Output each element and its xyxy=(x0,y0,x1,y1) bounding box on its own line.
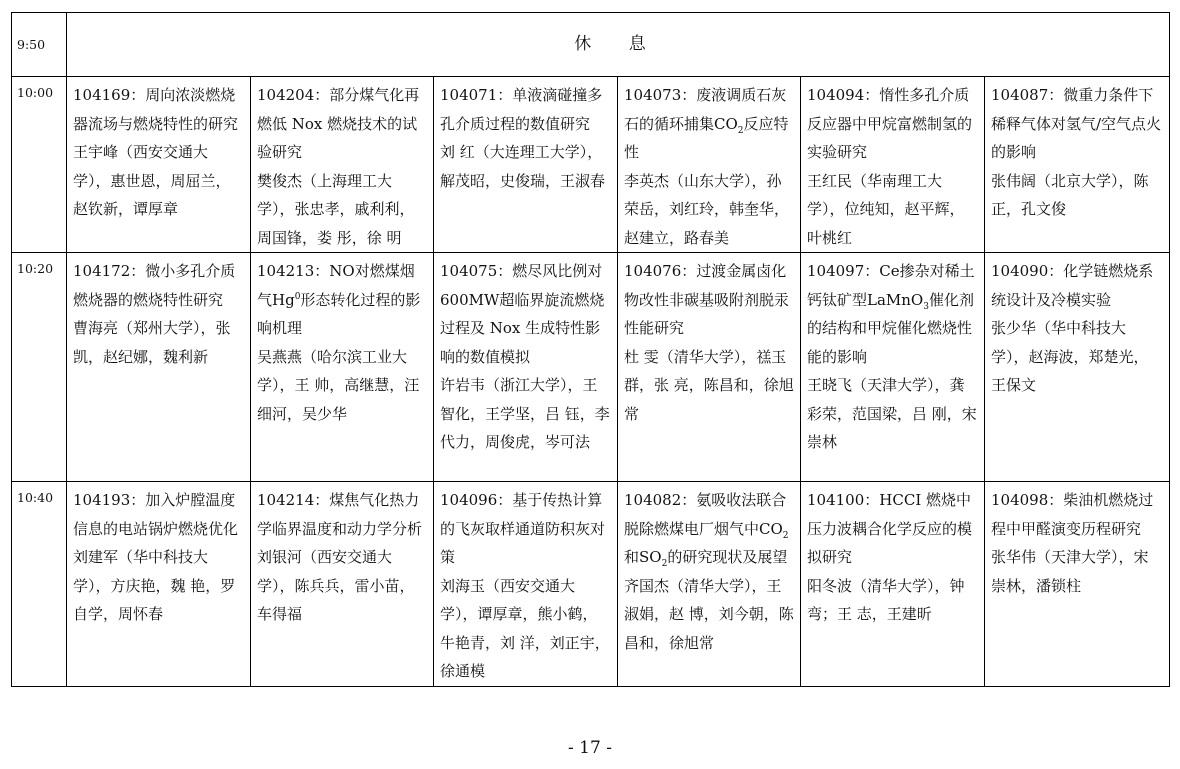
paper-code: 104172 xyxy=(73,262,131,280)
break-row xyxy=(12,13,1170,77)
separator: ： xyxy=(1048,262,1064,280)
paper-code: 104076 xyxy=(624,262,682,280)
paper-code: 104098 xyxy=(991,491,1049,509)
paper-cell xyxy=(251,253,434,482)
paper-cell xyxy=(985,77,1170,253)
time-cell: 10:00 xyxy=(12,77,67,253)
separator: ： xyxy=(681,262,697,280)
paper-cell xyxy=(618,77,801,253)
paper-code: 104169 xyxy=(73,86,131,104)
paper-authors: 阳冬波（清华大学），钟弯；王 志，王建昕 xyxy=(807,576,965,623)
paper-authors: 张少华（华中科技大学），赵海波，郑楚光，王保文 xyxy=(991,319,1149,394)
paper-title: 氨吸收法联合脱除燃煤电厂烟气中$CO_2$和$SO_2$的研究现状及展望 xyxy=(624,491,789,569)
paper-cell xyxy=(67,77,251,253)
time-cell: 9:50 xyxy=(12,13,67,77)
paper-code: 104213 xyxy=(257,262,315,280)
paper-authors: 刘建军（华中科技大学），方庆艳，魏 艳，罗自学，周怀春 xyxy=(73,548,236,623)
paper-cell xyxy=(434,253,618,482)
paper-authors: 刘海玉（西安交通大学），谭厚章，熊小鹤，牛艳青，刘 洋，刘正宇，徐通模 xyxy=(440,576,610,680)
paper-authors: 王晓飞（天津大学），龚彩荣，范国梁，吕 刚，宋崇林 xyxy=(807,376,977,451)
paper-cell xyxy=(251,77,434,253)
paper-cell xyxy=(251,482,434,687)
paper-cell xyxy=(618,253,801,482)
paper-code: 104204 xyxy=(257,86,315,104)
paper-cell xyxy=(801,482,985,687)
paper-authors: 曹海亮（郑州大学），张凯，赵纪娜，魏利新 xyxy=(73,319,231,366)
paper-authors: 吴燕燕（哈尔滨工业大学），王 帅，高继慧，汪细河，吴少华 xyxy=(257,347,420,423)
separator: ： xyxy=(681,491,697,509)
paper-title: 单液滴碰撞多孔介质过程的数值研究 xyxy=(440,86,603,133)
paper-authors: 许岩韦（浙江大学），王智化，王学坚，吕 钰，李代力，周俊虎，岑可法 xyxy=(440,376,610,451)
paper-code: 104214 xyxy=(257,491,315,509)
separator: ： xyxy=(130,491,146,509)
separator: ： xyxy=(681,86,697,104)
separator: ： xyxy=(497,491,513,509)
paper-code: 104082 xyxy=(624,491,682,509)
paper-authors: 王红民（华南理工大学），位纯知，赵平辉，叶桃红 xyxy=(807,171,965,247)
paper-cell xyxy=(67,482,251,687)
paper-code: 104087 xyxy=(991,86,1049,104)
paper-code: 104100 xyxy=(807,491,865,509)
paper-title: 过渡金属卤化物改性非碳基吸附剂脱汞性能研究 xyxy=(624,262,790,337)
separator: ： xyxy=(314,86,330,104)
separator: ： xyxy=(864,491,880,509)
paper-cell xyxy=(801,77,985,253)
paper-authors: 张伟阔（北京大学），陈正，孔文俊 xyxy=(991,171,1149,218)
paper-code: 104090 xyxy=(991,262,1049,280)
paper-title: 燃尽风比例对600MW超临界旋流燃烧过程及 Nox 生成特性影响的数值模拟 xyxy=(440,262,605,366)
break-label: 休 息 xyxy=(67,13,1170,77)
paper-title: 部分煤气化再燃低 Nox 燃烧技术的试验研究 xyxy=(257,86,420,161)
separator: ： xyxy=(130,262,146,280)
paper-cell xyxy=(434,77,618,253)
paper-title: 化学链燃烧系统设计及冷模实验 xyxy=(991,262,1154,309)
paper-authors: 张华伟（天津大学），宋崇林，潘锁柱 xyxy=(991,548,1149,595)
paper-title: 周向浓淡燃烧器流场与燃烧特性的研究 xyxy=(73,86,239,133)
paper-title: NO对燃煤烟气Hg$^0$形态转化过程的影响机理 xyxy=(257,262,421,337)
paper-code: 104071 xyxy=(440,86,498,104)
paper-title: 煤焦气化热力学临界温度和动力学分析 xyxy=(257,491,423,538)
separator: ： xyxy=(1048,491,1064,509)
paper-cell xyxy=(985,253,1170,482)
paper-authors: 樊俊杰（上海理工大学），张忠孝，戚利利，周国锋，娄 彤，徐 明 xyxy=(257,171,415,247)
separator: ： xyxy=(497,262,513,280)
page-number: - 17 - xyxy=(568,738,612,758)
paper-code: 104094 xyxy=(807,86,865,104)
paper-authors: 刘 红（大连理工大学），解茂昭，史俊瑞，王淑春 xyxy=(440,143,606,190)
separator: ： xyxy=(864,262,880,280)
paper-authors: 杜 雯（清华大学），禚玉群，张 亮，陈昌和，徐旭常 xyxy=(624,347,794,423)
paper-title: 微重力条件下稀释气体对氢气/空气点火的影响 xyxy=(991,86,1162,161)
separator: ： xyxy=(314,262,330,280)
paper-title: 基于传热计算的飞灰取样通道防积灰对策 xyxy=(440,491,606,566)
paper-cell xyxy=(434,482,618,687)
paper-title: 加入炉膛温度信息的电站锅炉燃烧优化 xyxy=(73,491,239,538)
paper-title: 柴油机燃烧过程中甲醛演变历程研究 xyxy=(991,491,1154,538)
paper-cell xyxy=(985,482,1170,687)
paper-title: 微小多孔介质燃烧器的燃烧特性研究 xyxy=(73,262,236,309)
paper-title: Ce掺杂对稀土钙钛矿型LaMnO$_3$催化剂的结构和甲烷催化燃烧性能的影响 xyxy=(807,262,975,366)
session-row xyxy=(12,253,1170,482)
paper-code: 104193 xyxy=(73,491,131,509)
paper-cell xyxy=(618,482,801,687)
paper-code: 104075 xyxy=(440,262,498,280)
paper-code: 104096 xyxy=(440,491,498,509)
paper-authors: 李英杰（山东大学），孙荣岳，刘红玲，韩奎华，赵建立，路春美 xyxy=(624,171,790,247)
session-row xyxy=(12,482,1170,687)
paper-cell xyxy=(801,253,985,482)
time-cell: 10:20 xyxy=(12,253,67,482)
separator: ： xyxy=(497,86,513,104)
paper-code: 104097 xyxy=(807,262,865,280)
paper-title: HCCI 燃烧中压力波耦合化学反应的模拟研究 xyxy=(807,491,973,566)
time-cell: 10:40 xyxy=(12,482,67,687)
paper-title: 废液调质石灰石的循环捕集$CO_2$反应特性 xyxy=(624,86,789,161)
paper-authors: 齐国杰（清华大学），王淑娟，赵 博，刘今朝，陈昌和，徐旭常 xyxy=(624,576,794,652)
paper-code: 104073 xyxy=(624,86,682,104)
paper-authors: 王宇峰（西安交通大学），惠世恩，周屈兰，赵钦新，谭厚章 xyxy=(73,143,231,218)
separator: ： xyxy=(1048,86,1064,104)
paper-cell xyxy=(67,253,251,482)
paper-title: 惰性多孔介质反应器中甲烷富燃制氢的实验研究 xyxy=(807,86,973,161)
separator: ： xyxy=(314,491,330,509)
separator: ： xyxy=(130,86,146,104)
session-row xyxy=(12,77,1170,253)
schedule-table xyxy=(11,12,1170,687)
paper-authors: 刘银河（西安交通大学），陈兵兵，雷小苗，车得福 xyxy=(257,548,415,623)
separator: ： xyxy=(864,86,880,104)
